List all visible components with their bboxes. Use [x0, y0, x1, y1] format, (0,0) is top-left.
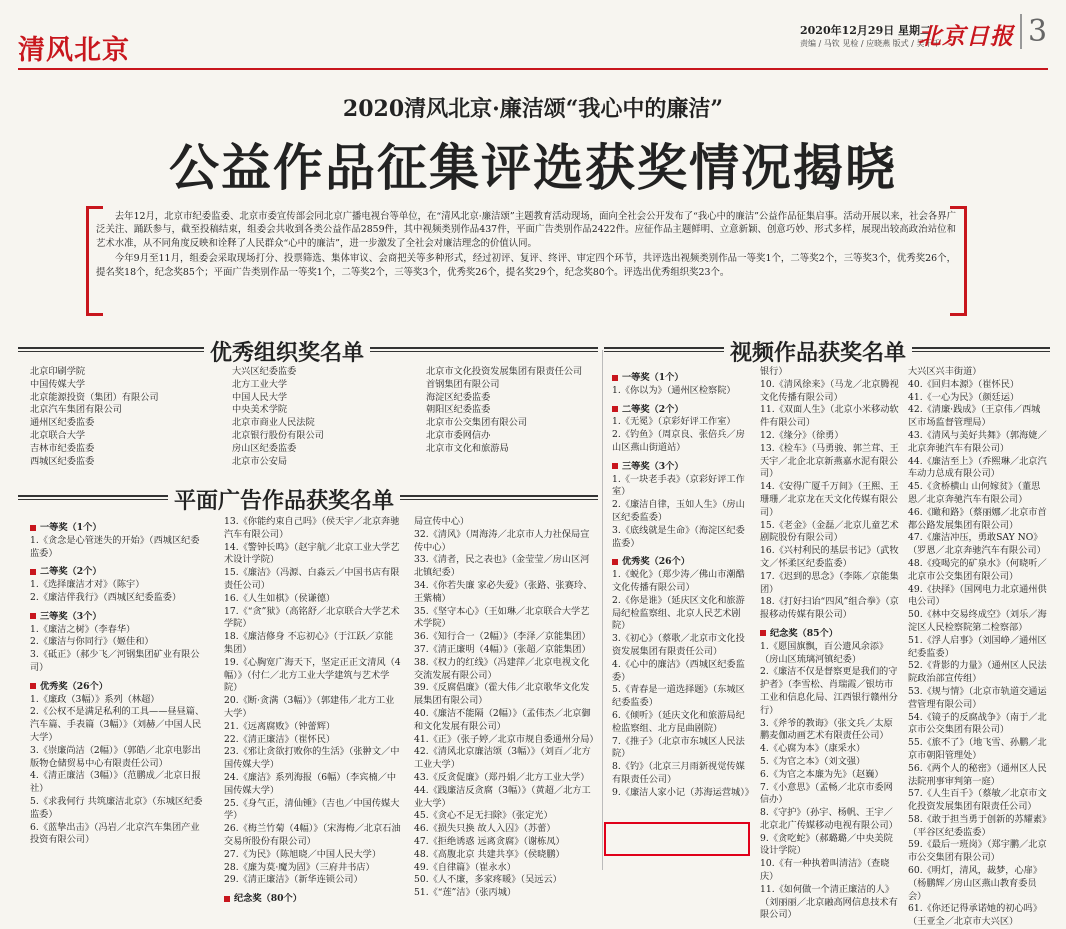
award-entry: 4.《清正廉洁（3幅）》（范鹏成／北京日报社）	[30, 770, 201, 795]
award-entry: 18.《廉洁修身 不忘初心》（于江跃／京能集团）	[224, 631, 394, 655]
award-entry: 中国人民大学	[232, 391, 288, 403]
award-entry: 8.《钓》（北京三月雨新视觉传媒有限责任公司）	[612, 761, 745, 785]
award-entry: 51.《浮人启事》（刘国峥／通州区纪委监委）	[908, 634, 1047, 659]
award-entry: 2.《廉洁与你同行》（姬佳和）	[30, 636, 154, 648]
award-entry: 北京市委网信办	[426, 429, 491, 441]
award-entry: 6.《为官之本廉为先》（赵巍）	[760, 768, 884, 780]
award-entry: 9.《廉洁人家小记（苏海运营城）》	[612, 786, 754, 798]
award-tier-heading: 一等奖（1个）	[30, 522, 208, 535]
award-entry: 8.《守护》（孙宇、杨帆、王宇／北京北广传媒移动电视有限公司）	[760, 807, 898, 831]
award-entry: 41.《一心为民》（颜廷运）	[908, 391, 1020, 403]
award-entry: 4.《心中的廉洁》（西城区纪委监委）	[612, 658, 745, 683]
award-tier-heading: 二等奖（2个）	[30, 566, 208, 579]
masthead-rule	[18, 68, 1048, 70]
award-entry: 2.《廉洁自律，玉如人生》（房山区纪委监委）	[612, 499, 745, 523]
award-entry: 16.《人生如棋》（侯谦德）	[224, 592, 336, 604]
column-divider	[602, 350, 603, 870]
org-list-col2	[232, 366, 412, 468]
award-entry: 1.《一块老手表》（京彩好评工作室）	[612, 473, 745, 498]
award-entry: 15.《老金》（金磊／北京儿童艺术剧院股份有限公司）	[760, 519, 899, 544]
award-entry: 1.《无冕》（京彩好评工作室）	[612, 416, 736, 428]
award-entry: 22.《清正廉洁》（崔怀民）	[224, 733, 336, 745]
award-entry: 59.《最后一班岗》（郑宇鹏／北京市公交集团有限公司）	[908, 839, 1047, 864]
intro-text	[96, 210, 956, 281]
award-entry: 54.《镜子的反腐战争》（南于／北京市公交集团有限公司）	[908, 711, 1047, 736]
award-entry: 48.《高腹北京 共建共享》（侯晓鹏）	[414, 848, 565, 860]
award-entry: 3.《崇廉尚洁（2幅）》（郭皓／北京电影出版物仓储贸易中心有限责任公司）	[30, 744, 201, 769]
award-entry: 10.《有一种执着叫清洁》（查晓庆）	[760, 858, 890, 883]
award-entry: 吉林市纪委监委	[30, 442, 95, 454]
award-entry: 大兴区兴丰街道）	[908, 366, 982, 377]
award-entry: 朝阳区纪委监委	[426, 404, 491, 416]
award-entry: 25.《身气正，清仙锺》（吉也／中国传媒大学）	[224, 797, 400, 822]
award-entry: 13.《你能约束自己吗》（侯天宇／北京奔驰汽车有限公司）	[224, 516, 400, 540]
award-entry: 14.《安得广厦千万间》（王熙、王珊珊／北京龙在天文化传媒有限公司）	[760, 481, 899, 518]
section-org-header	[18, 336, 598, 366]
newspaper-logo: 北京日报	[918, 23, 1014, 50]
award-entry: 局宣传中心）	[414, 516, 470, 527]
award-entry: 中国传媒大学	[30, 378, 86, 390]
award-entry: 2.《廉洁伴我行》（西城区纪委监委）	[30, 591, 182, 603]
award-entry: 53.《规与情》（北京市轨道交通运营管理有限公司）	[908, 685, 1047, 710]
award-entry: 11.《如何做一个清正廉洁的人》（刘丽丽／北京融高网信息技术有限公司）	[760, 883, 898, 921]
award-entry: 大兴区纪委监委	[232, 366, 297, 377]
award-entry: 58.《敢于担当勇于创新的苏耀素》（平谷区纪委监委）	[908, 813, 1047, 838]
award-entry: 5.《为官之本》（刘文强）	[760, 755, 866, 767]
award-entry: 60.《明灯，清风，裁梦，心扉》（杨鹏辉／房山区燕山教育委员会）	[908, 865, 1043, 902]
award-entry: 北京银行股份有限公司	[232, 429, 324, 441]
award-entry: 1.《蜕化》（郑少涛／佛山市潮酷文化传播有限公司）	[612, 569, 745, 593]
section-video-title: 视频作品获奖名单	[724, 336, 912, 367]
award-entry: 北京市商业人民法院	[232, 417, 315, 429]
award-entry: 35.《坚守本心》（王如琳／北京联合大学艺术学院）	[414, 605, 590, 630]
award-entry: 34.《你若失廉 家必失爱》（张路、张赛玲、王紫楠）	[414, 579, 593, 604]
intro-paragraph: 去年12月，北京市纪委监委、北京市委宣传部会同北京广播电视台等单位，在“清风北京·廉洁颂”主题教育活动现场，面向全社会公开发布了“我心中的廉洁”公益作品征集启事。活动开展以来，社会各界广泛关注、踊跃参与，截至投稿结束，组委会共收到各类公益作品2859件，其中视频类别作品437件，平面广告类别作品2422件。应征作品主题鲜明、立意新颖、创意巧妙、形式多样，展现出较高政治站位和艺术水准，从不同角度反映和诠释了人民群众“心中的廉洁”，进一步激发了全社会对廉洁理念的价值认同。	[96, 211, 956, 249]
award-entry: 45.《贪心不足无扫除》（张定光）	[414, 810, 553, 822]
section-org-title: 优秀组织奖名单	[204, 336, 370, 367]
award-entry: 3.《斧爷的教诲》（张文兵／太原鹏麦伽动画艺术有限责任公司）	[760, 717, 893, 742]
award-entry: 17.《“贪”狱》（高铭舒／北京联合大学艺术学院）	[224, 605, 400, 630]
award-entry: 43.《清风与美好共舞》（郭海婕／北京奔驰汽车有限公司）	[908, 429, 1047, 454]
award-entry: 3.《砥正》（郝少飞／河钢集团矿业有限公司）	[30, 649, 200, 673]
award-entry: 36.《知行合一（2幅）》（李泽／京能集团）	[414, 631, 591, 643]
award-entry: 61.《你还记得承诺她的初心吗》（王亚全／北京市大兴区）	[908, 903, 1043, 928]
award-entry: 18.《打好扫诒“四风”组合拳》（京报移动传媒有限公司）	[760, 596, 899, 621]
award-entry: 银行）	[760, 366, 788, 377]
award-entry: 14.《警钟长鸣》（赵宇航／北京工业大学艺术设计学院）	[224, 541, 400, 566]
org-list-col1	[30, 366, 200, 468]
award-entry: 50.《林中交易终成空》（刘乐／海淀区人民检察院第二检察部）	[908, 609, 1047, 633]
award-entry: 38.《权力的红线》（冯建萍／北京电视文化交流发展有限公司）	[414, 656, 590, 681]
award-entry: 房山区纪委监委	[232, 442, 297, 454]
award-entry: 57.《人生百千》（蔡敏／北京市文化投资发展集团有限责任公司）	[908, 788, 1047, 813]
section-print-title: 平面广告作品获奖名单	[168, 484, 400, 515]
award-entry: 28.《廉为莫·魔为固》（三府井书店）	[224, 861, 375, 873]
award-entry: 5.《青春是一道选择题》（东城区纪委监委）	[612, 684, 745, 709]
award-entry: 47.《廉洁冲压，勇敢SAY NO》（罗恩／北京奔驰汽车有限公司）	[908, 532, 1046, 557]
award-entry: 49.《抉择》（国网电力北京通州供电公司）	[908, 583, 1047, 608]
award-entry: 50.《人不廉，多家疼暖》（吴远云）	[414, 874, 562, 886]
award-entry: 北京市公安局	[232, 455, 288, 467]
award-entry: 42.《清风北京廉洁颂（3幅）》（刘百／北方工业大学）	[414, 746, 591, 771]
section-title: 清风北京	[18, 35, 130, 66]
award-entry: 42.《清廉·践成》（王京伟／西城区市场监督管理局）	[908, 404, 1041, 429]
award-entry: 40.《廉洁不能隔（2幅）》（孟伟杰／北京御和文化发展有限公司）	[414, 707, 591, 732]
award-entry: 20.《断·贪满（3幅）》（郭建伟／北方工业大学）	[224, 695, 395, 719]
award-entry: 37.《清正廉明（4幅）》（张超／京能集团）	[414, 643, 591, 655]
award-entry: 40.《回归本源》（崔怀民）	[908, 378, 1020, 390]
award-entry: 56.《两个人的秘密》（通州区人民法院刑事审判第一庭）	[908, 762, 1047, 787]
headline: 公益作品征集评选获奖情况揭晓	[169, 138, 897, 197]
award-entry: 2.《你是谁》（延庆区文化和旅游局纪检监察组、北京人民艺术剧院）	[612, 594, 745, 632]
award-entry: 24.《廉洁》系列海报（6幅）（李宾楠／中国传媒大学）	[224, 771, 397, 796]
award-entry: 23.《邪让贪欲打败你的生活》（张翀文／中国传媒大学）	[224, 746, 400, 771]
award-entry: 5.《求我何行 共筑廉洁北京》（东城区纪委监委）	[30, 795, 203, 820]
award-entry: 北京汽车集团有限公司	[30, 404, 122, 416]
award-entry: 首钢集团有限公司	[426, 378, 500, 390]
award-entry: 44.《廉洁至上》（乔熙琳／北京汽车动力总成有限公司）	[908, 455, 1047, 480]
award-entry: 1.《你以为》（通州区检察院）	[612, 384, 736, 396]
overline: 2020清风北京·廉洁颂“我心中的廉洁”	[342, 96, 724, 122]
award-entry: 52.《背影的力量》（通州区人民法院政治部宣传组）	[908, 660, 1047, 685]
award-entry: 49.《自律篇》（崔永水）	[414, 861, 516, 873]
award-entry: 北京市文化和旅游局	[426, 442, 509, 454]
intro-paragraph: 今年9月至11月，组委会采取现场打分、投票筛选、集体审议、会商把关等多种形式，经过初评、复评、终评、审定四个环节，共评选出视频类别作品一等奖1个，二等奖2个，三等奖3个，优秀奖26个，提名奖18个，纪念奖85个；平面广告类别作品一等奖1个，二等奖2个，三等奖3个，优秀奖26个，提名奖29个，纪念奖80个。评选出优秀组织奖23个。	[96, 253, 956, 278]
award-tier-heading: 优秀奖（26个）	[30, 681, 208, 694]
award-entry: 7.《小意思》（孟畅／北京市委网信办）	[760, 781, 893, 806]
award-entry: 43.《反贪促廉》（郑丹娟／北方工业大学）	[414, 771, 590, 783]
award-entry: 4.《心腐为本》（康采水）	[760, 743, 866, 755]
section-video-header	[604, 336, 1050, 366]
award-entry: 44.《践廉洁反贪腐（3幅）》（黄超／北方工业大学）	[414, 784, 591, 809]
award-entry: 通州区纪委监委	[30, 417, 95, 429]
award-entry: 39.《反腐倡廉》（霍大伟／北京歌华文化发展集团有限公司）	[414, 682, 590, 707]
award-entry: 11.《双面人生》（北京小米移动软件有限公司）	[760, 404, 899, 429]
award-entry: 3.《底线就是生命》（海淀区纪委监委）	[612, 524, 745, 549]
award-tier-heading: 三等奖（3个）	[30, 611, 208, 624]
award-tier-heading: 纪念奖（85个）	[760, 628, 900, 641]
award-entry: 41.《正》（张子婷／北京市规自委通州分局）	[414, 733, 599, 745]
video-list-col1	[612, 366, 754, 800]
award-entry: 海淀区纪委监委	[426, 391, 491, 403]
award-entry: 17.《迟到的思念》（李陈／京能集团）	[760, 570, 899, 595]
award-entry: 13.《检车》（马勇骏、郭兰茸、王天宇／北企北京新燕嘉水泥有限公司）	[760, 442, 899, 480]
award-entry: 48.《疫喝完的矿泉水》（何晓听／北京市公交集团有限公司）	[908, 557, 1047, 582]
award-entry: 6.《倾听》（延庆文化和旅游局纪检监察组、北方昆曲剧院）	[612, 709, 745, 734]
award-tier-heading: 纪念奖（80个）	[224, 893, 402, 906]
award-entry: 9.《贪吃蛇》（郝璐璐／中央美院设计学院）	[760, 832, 893, 857]
section-print-header	[18, 484, 598, 514]
award-entry: 6.《蓝挚出击》（冯岩／北京汽车集团产业投资有限公司）	[30, 821, 200, 846]
award-entry: 2.《钓鱼》（周京良、张倍兵／房山区燕山街道站）	[612, 429, 745, 453]
award-entry: 46.《损失只换 故人入囚》（苏蕾）	[414, 823, 556, 835]
page-number: 3	[1020, 14, 1047, 49]
award-entry: 西城区纪委监委	[30, 455, 95, 467]
award-tier-heading: 二等奖（2个）	[612, 404, 750, 417]
publication-date: 2020年12月29日 星期二	[800, 24, 932, 37]
award-entry: 45.《贪桥横山 山何嫁贫》（董思恩／北京奔驰汽车有限公司）	[908, 481, 1041, 505]
award-entry: 55.《旅不了》（地飞雪、孙鹏／北京市朝阳管理处）	[908, 737, 1047, 761]
award-entry: 1.《选择廉洁才对》（陈宇）	[30, 579, 145, 591]
award-entry: 1.《廉政（3幅）》系列（林超）	[30, 693, 160, 705]
video-list-col2	[760, 366, 900, 921]
award-entry: 26.《梅兰竹菊（4幅）》（宋海梅／北京石油交易所股份有限公司）	[224, 823, 401, 847]
highlight-box	[604, 822, 750, 856]
award-entry: 7.《推子》（北京市东城区人民法院）	[612, 735, 745, 760]
award-entry: 10.《清风徐来》（马龙／北京腾视文化传播有限公司）	[760, 378, 899, 403]
award-entry: 12.《缘分》（徐勇）	[760, 429, 844, 441]
award-entry: 北京市公交集团有限公司	[426, 417, 528, 429]
video-list-col3	[908, 366, 1048, 928]
award-tier-heading: 一等奖（1个）	[612, 372, 750, 385]
award-entry: 16.《兴村利民的基层书记》（武牧文／怀柔区纪委监委）	[760, 545, 899, 569]
award-entry: 北京印刷学院	[30, 366, 86, 377]
award-entry: 1.《愿国旗飘，百公遗风余添》（房山区琉璃河镇纪委）	[760, 640, 889, 665]
award-entry: 1.《廉洁之树》（李春华）	[30, 623, 136, 635]
award-tier-heading: 优秀奖（26个）	[612, 556, 750, 569]
award-entry: 32.《清风》（周海涛／北京市人力社保局宣传中心）	[414, 528, 590, 553]
award-entry: 33.《清者，民之表也》（金莹莹／房山区河北镇纪委）	[414, 554, 590, 579]
award-tier-heading: 三等奖（3个）	[612, 461, 750, 474]
award-entry: 46.《瞰和路》（蔡丽娜／北京市首都公路发展集团有限公司）	[908, 506, 1047, 531]
award-entry: 3.《初心》（蔡歌／北京市文化投资发展集团有限责任公司）	[612, 633, 745, 657]
award-entry: 51.《“莲”洁》（张丙城）	[414, 887, 517, 899]
award-entry: 北京市文化投资发展集团有限责任公司	[426, 366, 583, 377]
award-entry: 27.《为民》（陈旭晓／中国人民大学）	[224, 848, 382, 860]
print-list-col2	[224, 516, 402, 905]
editor-credits: 责编 / 马钦 见检 / 应晓燕 版式 / 吴千千	[800, 39, 941, 48]
award-entry: 北京能源投资（集团）有限公司	[30, 391, 159, 403]
award-entry: 北方工业大学	[232, 378, 288, 390]
award-entry: 2.《廉洁不仅是督察更是我们的守护者》（李雪松、肖瑞霞／银坊市工业和信息化局、江西银行赣州分行）	[760, 666, 898, 716]
award-entry: 29.《清正廉洁》（新华连锁公司）	[224, 874, 363, 886]
award-entry: 21.《远离腐败》（钟蕾辉）	[224, 720, 336, 732]
award-entry: 19.《心胸宽广海天下，坚定正正文清风（4幅）》（付仁／北方工业大学建筑与艺术学院）	[224, 656, 401, 694]
award-entry: 中央美术学院	[232, 404, 288, 416]
print-list-col3	[414, 516, 599, 899]
award-entry: 北京联合大学	[30, 429, 86, 441]
award-entry: 15.《廉洁》（冯源、白淼云／中国书店有限责任公司）	[224, 567, 400, 591]
award-entry: 1.《贪念是心管迷失的开始》（西城区纪委监委）	[30, 534, 200, 559]
award-entry: 47.《拒绝诱惑 远离贪腐》（谢栋凤）	[414, 835, 565, 847]
org-list-col3	[426, 366, 598, 456]
print-list-col1	[30, 516, 208, 847]
award-entry: 2.《公权不是满足私利的工具——昼昼篇、汽车篇、手表篇（3幅）》（刘赫／中国人民大学）	[30, 706, 205, 743]
